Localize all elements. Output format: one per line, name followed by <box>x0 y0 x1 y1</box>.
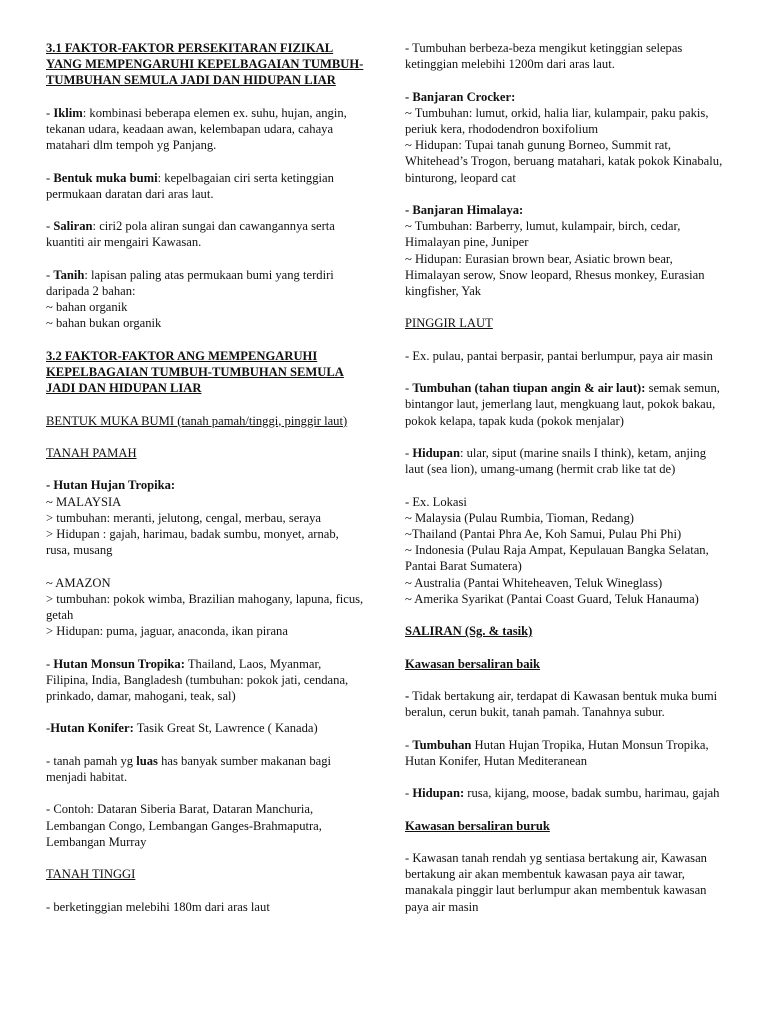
crocker-hidupan: ~ Hidupan: Tupai tanah gunung Borneo, Summit rat, Whitehead’s Trogon, beruang matahari, katak pokok Kinabalu, binturong, leopard cat <box>405 138 723 185</box>
baik-hidupan-prefix: - <box>405 786 413 801</box>
iklim-term: Iklim <box>53 105 83 120</box>
bentuk-prefix: - <box>46 170 54 185</box>
tanah-tinggi-text: - berketinggian melebihi 180m dari aras laut <box>46 899 270 914</box>
bentuk-text: : kepelbagaian ciri serta ketinggian permukaan daratan dari aras laut. <box>46 170 334 201</box>
banjaran-crocker-block <box>405 89 727 186</box>
lokasi-thailand: ~Thailand (Pantai Phra Ae, Koh Samui, Pulau Phi Phi) <box>405 526 682 541</box>
lokasi-malaysia: ~ Malaysia (Pulau Rumbia, Tioman, Redang) <box>405 510 634 525</box>
baik-tumbuhan-prefix: - <box>405 737 413 752</box>
heading-3-2: 3.2 FAKTOR-FAKTOR ANG MEMPENGARUHI KEPELBAGAIAN TUMBUH-TUMBUHAN SEMULA JADI DAN HIDUPAN LIAR <box>46 348 344 396</box>
himalaya-tumbuhan: ~ Tumbuhan: Barberry, lumut, kulampair, birch, cedar, Himalayan pine, Juniper <box>405 219 681 250</box>
hutan-konifer-term: Hutan Konifer: <box>50 721 134 736</box>
hutan-konifer-text: Tasik Great St, Lawrence ( Kanada) <box>133 721 318 736</box>
saliran-text: : ciri2 pola aliran sungai dan cawangannya serta kuantiti air mengairi Kawasan. <box>46 219 335 250</box>
bersaliran-baik-tumbuhan <box>405 737 727 769</box>
banjaran-himalaya-title: - Banjaran Himalaya: <box>405 203 524 217</box>
bersaliran-buruk-text: - Kawasan tanah rendah yg sentiasa bertakung air, Kawasan bertakung air akan membentuk kawasan paya air tawar, manakala pinggir laut berlumpur akan membentuk kawasan paya air masin <box>405 850 707 914</box>
pinggir-hidupan-text: : ular, siput (marine snails I think), ketam, anjing laut (sea lion), umang-umang (hermit crab like tat de) <box>405 445 707 477</box>
tanih-item-bukan-organik: ~ bahan bukan organik <box>46 316 162 331</box>
lokasi-amerika: ~ Amerika Syarikat (Pantai Coast Guard, Teluk Hanauma) <box>405 591 699 606</box>
pinggir-tumbuhan-term: Tumbuhan (tahan tiupan angin & air laut): <box>412 381 646 396</box>
saliran-prefix: - <box>46 219 54 234</box>
bersaliran-baik-hidupan <box>405 785 727 801</box>
saliran-paragraph <box>46 218 364 250</box>
hutan-konifer-paragraph <box>46 720 364 736</box>
baik-prefix: - <box>405 688 410 703</box>
hutan-hujan-tropika-title: - Hutan Hujan Tropika: <box>46 478 176 493</box>
hutan-monsun-text: Thailand, Laos, Myanmar, Filipina, India, Bangladesh (tumbuhan: pokok jati, cendana, prinkado, damar, mahogani, teak, sal) <box>46 656 349 703</box>
luas-term: luas <box>136 753 158 768</box>
malaysia-hidupan: > Hidupan : gajah, harimau, badak sumbu, monyet, arnab, rusa, musang <box>46 526 339 558</box>
lokasi-block <box>405 494 727 607</box>
baik-hidupan-text: rusa, kijang, moose, badak sumbu, harimau, gajah <box>464 786 720 801</box>
amazon-block <box>46 575 364 640</box>
baik-tumbuhan-term: Tumbuhan <box>412 737 472 752</box>
banjaran-himalaya-block <box>405 202 727 299</box>
crocker-tumbuhan: ~ Tumbuhan: lumut, orkid, halia liar, kulampair, paku pakis, periuk kera, rhododendron boxifolium <box>405 105 709 136</box>
tanah-pamah-luas-paragraph <box>46 753 364 785</box>
lokasi-title: - Ex. Lokasi <box>405 494 467 509</box>
amazon-region: ~ AMAZON <box>46 575 111 590</box>
hutan-monsun-term: Hutan Monsun Tropika: <box>53 656 185 671</box>
hutan-konifer-prefix: - <box>46 721 51 736</box>
heading-3-1: 3.1 FAKTOR-FAKTOR PERSEKITARAN FIZIKAL YANG MEMPENGARUHI KEPELBAGAIAN TUMBUH-TUMBUHAN SEMULA JADI DAN HIDUPAN LIAR <box>46 41 364 88</box>
pinggir-hidupan-prefix: - <box>405 445 413 460</box>
banjaran-crocker-title: - Banjaran Crocker: <box>405 89 516 104</box>
bentuk-term: Bentuk muka bumi <box>53 170 158 185</box>
iklim-text: : kombinasi beberapa elemen ex. suhu, hujan, angin, tekanan udara, keadaan awan, kelembapan udara, cahaya matahari dlm tempoh yg Panjang. <box>46 105 347 153</box>
tanih-text: : lapisan paling atas permukaan bumi yang terdiri daripada 2 bahan: <box>46 267 334 298</box>
saliran-heading: SALIRAN (Sg. & tasik) <box>405 624 533 639</box>
amazon-tumbuhan: > tumbuhan: pokok wimba, Brazilian mahogany, lapuna, ficus, getah <box>46 591 364 622</box>
pinggir-laut-ex: - Ex. pulau, pantai berpasir, pantai berlumpur, paya air masin <box>405 348 713 363</box>
bersaliran-baik-heading: Kawasan bersaliran baik <box>405 656 541 671</box>
hutan-hujan-tropika-block <box>46 477 364 558</box>
bersaliran-buruk-heading: Kawasan bersaliran buruk <box>405 818 550 833</box>
luas-text: has banyak sumber makanan bagi menjadi habitat. <box>46 753 332 784</box>
tanah-tinggi-heading: TANAH TINGGI <box>46 867 136 882</box>
left-column <box>46 40 364 931</box>
contoh-paragraph: - Contoh: Dataran Siberia Barat, Dataran Manchuria, Lembangan Congo, Lembangan Ganges-Brahmaputra, Lembangan Murray <box>46 802 322 849</box>
right-column <box>405 40 727 931</box>
tanih-prefix: - <box>46 267 54 282</box>
amazon-hidupan: > Hidupan: puma, jaguar, anaconda, ikan pirana <box>46 624 288 639</box>
bersaliran-baik-text <box>405 688 727 720</box>
hutan-monsun-paragraph <box>46 656 364 705</box>
pinggir-hidupan-term: Hidupan <box>412 445 460 460</box>
baik-text: Tidak bertakung air, terdapat di Kawasan bentuk muka bumi beralun, cerun bukit, tanah pamah. Tanahnya subur. <box>405 688 718 720</box>
bentuk-paragraph <box>46 170 364 202</box>
pinggir-tumbuhan-prefix: - <box>405 381 413 396</box>
himalaya-hidupan: ~ Hidupan: Eurasian brown bear, Asiatic brown bear, Himalayan serow, Snow leopard, Rhesus monkey, Eurasian kingfisher, Yak <box>405 251 705 299</box>
bentuk-muka-bumi-heading: BENTUK MUKA BUMI (tanah pamah/tinggi, pinggir laut) <box>46 413 348 428</box>
hutan-monsun-prefix: - <box>46 656 54 671</box>
pinggir-hidupan-paragraph <box>405 445 727 477</box>
tanah-pamah-heading: TANAH PAMAH <box>46 445 137 460</box>
tumbuhan-beza-paragraph: - Tumbuhan berbeza-beza mengikut ketinggian selepas ketinggian melebihi 1200m dari aras laut. <box>405 41 683 72</box>
saliran-term: Saliran <box>53 219 93 234</box>
lokasi-indonesia: ~ Indonesia (Pulau Raja Ampat, Kepulauan Bangka Selatan, Pantai Barat Sumatera) <box>405 543 709 574</box>
baik-tumbuhan-text: Hutan Hujan Tropika, Hutan Monsun Tropika, Hutan Konifer, Hutan Mediteranean <box>405 737 709 768</box>
pinggir-laut-heading: PINGGIR LAUT <box>405 316 493 331</box>
luas-pre: - tanah pamah yg <box>46 753 137 768</box>
pinggir-tumbuhan-paragraph <box>405 380 727 429</box>
malaysia-region: ~ MALAYSIA <box>46 494 122 509</box>
lokasi-australia: ~ Australia (Pantai Whiteheaven, Teluk Wineglass) <box>405 575 663 590</box>
tanih-term: Tanih <box>53 267 85 282</box>
tanih-item-organik: ~ bahan organik <box>46 300 128 315</box>
pinggir-tumbuhan-text: semak semun, bintangor laut, jemerlang laut, mengkuang laut, pokok bakau, pokok kelapa, tapak kuda (pokok menjalar) <box>405 381 720 428</box>
iklim-prefix: - <box>46 105 54 120</box>
tanih-paragraph <box>46 267 364 332</box>
malaysia-tumbuhan: > tumbuhan: meranti, jelutong, cengal, merbau, seraya <box>46 510 321 525</box>
iklim-paragraph <box>46 105 364 154</box>
baik-hidupan-term: Hidupan: <box>412 786 465 801</box>
